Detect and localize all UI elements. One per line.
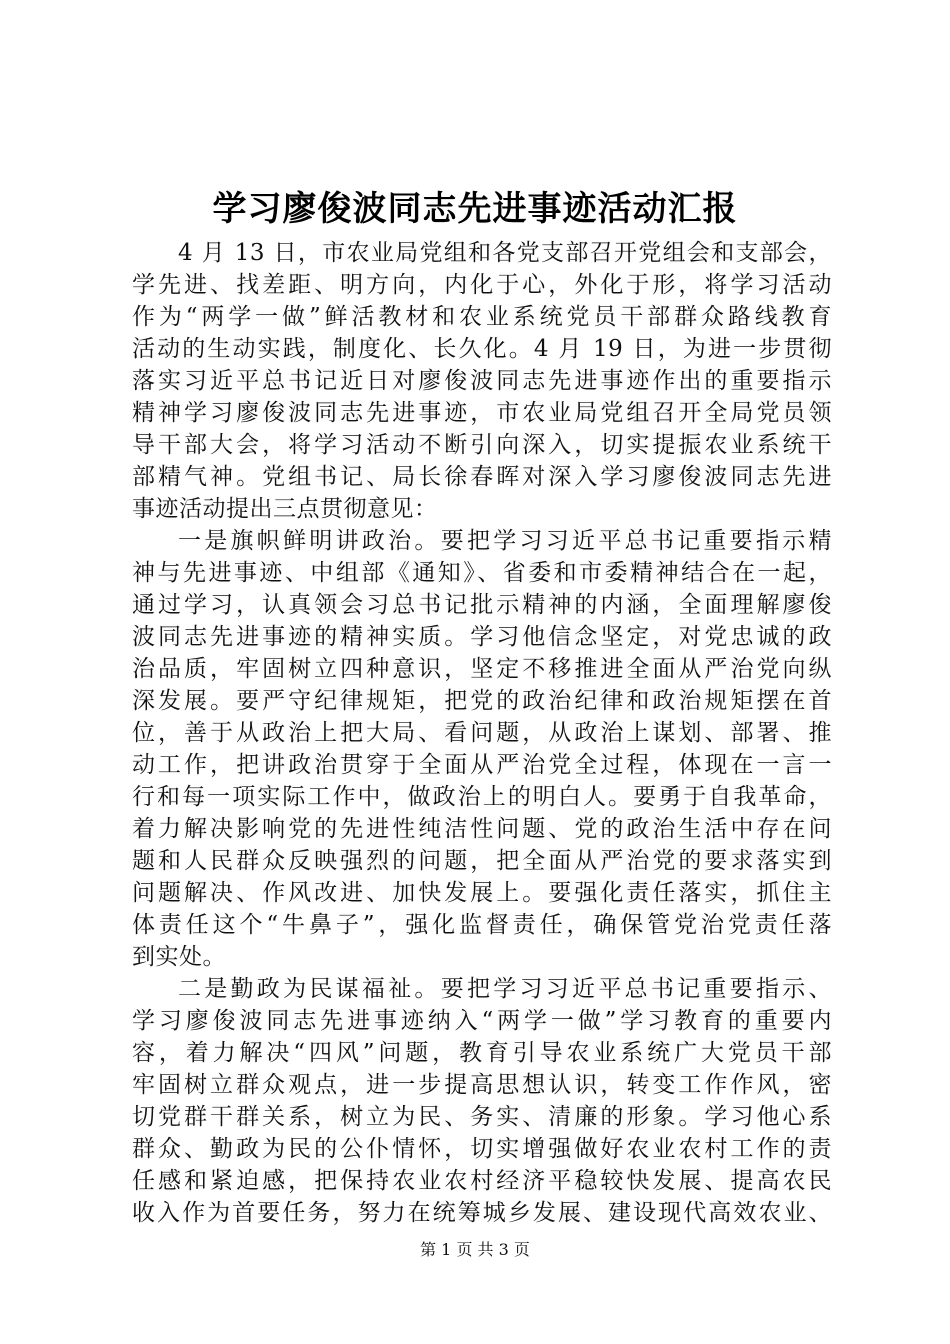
- paragraph-line: 收入作为首要任务，努力在统筹城乡发展、建设现代高效农业、: [132, 1200, 832, 1226]
- paragraph-line: 牢固树立群众观点，进一步提高思想认识，转变工作作风，密: [132, 1072, 832, 1098]
- paragraph-line: 活动的生动实践，制度化、长久化。4 月 19 日，为进一步贯彻: [132, 336, 832, 362]
- paragraph-line: 容，着力解决“四风”问题，教育引导农业系统广大党员干部: [132, 1040, 832, 1066]
- paragraph-line: 精神学习廖俊波同志先进事迹，市农业局党组召开全局党员领: [132, 400, 832, 426]
- paragraph-line: 二是勤政为民谋福祉。要把学习习近平总书记重要指示、: [178, 976, 832, 1002]
- paragraph-line: 体责任这个“牛鼻子”，强化监督责任，确保管党治党责任落: [132, 912, 832, 938]
- paragraph-line: 到实处。: [132, 944, 226, 970]
- paragraph-line: 深发展。要严守纪律规矩，把党的政治纪律和政治规矩摆在首: [132, 688, 832, 714]
- paragraph: [132, 973, 832, 1229]
- paragraph-line: 波同志先进事迹的精神实质。学习他信念坚定，对党忠诚的政: [132, 624, 832, 650]
- paragraph-line: 导干部大会，将学习活动不断引向深入，切实提振农业系统干: [132, 432, 832, 458]
- paragraph-line: 切党群干群关系，树立为民、务实、清廉的形象。学习他心系: [132, 1104, 832, 1130]
- paragraph-line: 4 月 13 日，市农业局党组和各党支部召开党组会和支部会，: [178, 240, 832, 266]
- paragraph-line: 题和人民群众反映强烈的问题，把全面从严治党的要求落实到: [132, 848, 832, 874]
- page-footer: 第 1 页 共 3 页: [420, 1240, 530, 1259]
- paragraph-line: 行和每一项实际工作中，做政治上的明白人。要勇于自我革命，: [132, 784, 832, 810]
- paragraph-line: 治品质，牢固树立四种意识，坚定不移推进全面从严治党向纵: [132, 656, 832, 682]
- paragraph-line: 任感和紧迫感，把保持农业农村经济平稳较快发展、提高农民: [132, 1168, 832, 1194]
- paragraph-line: 部精气神。党组书记、局长徐春晖对深入学习廖俊波同志先进: [132, 464, 832, 490]
- paragraph-line: 动工作，把讲政治贯穿于全面从严治党全过程，体现在一言一: [132, 752, 832, 778]
- paragraph-line: 学习廖俊波同志先进事迹纳入“两学一做”学习教育的重要内: [132, 1008, 832, 1034]
- paragraph-line: 位，善于从政治上把大局、看问题，从政治上谋划、部署、推: [132, 720, 832, 746]
- paragraph-line: 问题解决、作风改进、加快发展上。要强化责任落实，抓住主: [132, 880, 832, 906]
- paragraph-line: 神与先进事迹、中组部《通知》、省委和市委精神结合在一起，: [132, 560, 832, 586]
- paragraph-line: 着力解决影响党的先进性纯洁性问题、党的政治生活中存在问: [132, 816, 832, 842]
- paragraph-line: 作为“两学一做”鲜活教材和农业系统党员干部群众路线教育: [132, 304, 832, 330]
- paragraph-line: 学先进、找差距、明方向，内化于心，外化于形，将学习活动: [132, 272, 832, 298]
- paragraph-line: 群众、勤政为民的公仆情怀，切实增强做好农业农村工作的责: [132, 1136, 832, 1162]
- paragraph-line: 一是旗帜鲜明讲政治。要把学习习近平总书记重要指示精: [178, 528, 832, 554]
- paragraph: [132, 525, 832, 973]
- paragraph: [132, 237, 832, 525]
- paragraph-line: 落实习近平总书记近日对廖俊波同志先进事迹作出的重要指示: [132, 368, 832, 394]
- document-body: [132, 237, 832, 1229]
- document-title: 学习廖俊波同志先进事迹活动汇报: [212, 189, 738, 229]
- paragraph-line: 通过学习，认真领会习总书记批示精神的内涵，全面理解廖俊: [132, 592, 832, 618]
- paragraph-line: 事迹活动提出三点贯彻意见：: [132, 496, 438, 522]
